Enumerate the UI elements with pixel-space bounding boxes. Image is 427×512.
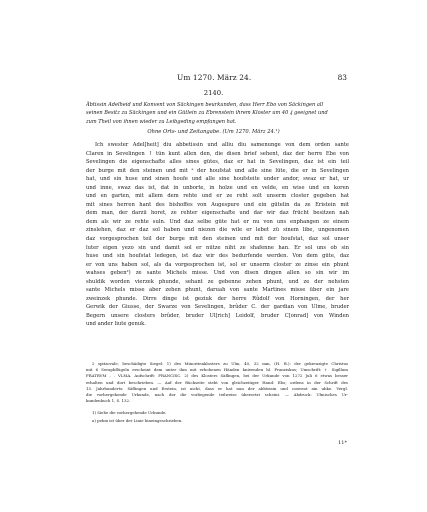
- text-line: Begern unsere closters brûder, bruder Ul[rich] Leidolf, bruder C[onrad] von Winden: [86, 312, 349, 319]
- page-number: 83: [337, 73, 347, 82]
- text-line: Gerwik der Giusse, der Swarze von Sevelingen, brûder C. der gardian von Ulme, bruder: [86, 304, 349, 311]
- regest-summary: [86, 101, 345, 126]
- apparatus-notes: [86, 361, 348, 404]
- text-line: zinslehen, daz er daz sol haben und niezen die wile er lebet zü sinem libe, ungenomen: [86, 227, 349, 234]
- text-line: wahses geben²) ze sante Michels misse. Und von disen dingen allen so sin wir im: [86, 270, 349, 277]
- footnote-1: 1) Siehe die vorhergehende Urkunde.: [92, 410, 167, 415]
- dating-line: Ohne Orts- und Zeitangabe. (Um 1270. März 24.¹): [147, 129, 280, 135]
- running-head: [177, 73, 347, 83]
- note-line: 15. Jahrhunderts: Säflingen und Erstein, ist nicht, dass er hat nun der abbtissin und convent ain ubke. Vergl.: [86, 385, 348, 391]
- text-line: zweinzek phunde. Dirre dinge ist geziuk der herre Rûdolf von Horningen, der her: [86, 295, 349, 302]
- regest-line: seinen Besitz zu Säckingen und ein Gütlein zu Ebrenstein ihrem Kloster um 40 ₰ geeignet und: [86, 110, 328, 117]
- text-line: und inne, swaz das ist, dat in unborte, in holze und en velde, en wise und en koren: [86, 184, 349, 191]
- footnote-a: a) pebm ist über der Linie hineingeschrieben.: [92, 418, 183, 423]
- text-line: luter eigen yezo sin und damit sol er nütze niht ze shafenne han. Er sol uns ob sin: [86, 244, 349, 251]
- note-line: FRATRVM . . VLMA. Aufschrift: FRANCISC. 2) des Klosters Säflingen, bei der Urkunde von 1272 Juli 6 etwas besser: [86, 373, 348, 379]
- text-line: und ander liute genuk.: [86, 321, 146, 328]
- text-line: daz vorgesprochen teil der burge mit den steinen und mit der houfstat, daz sol unser: [86, 236, 349, 243]
- text-line: und en garten, mit allem dem rehte und er ze reht solt unserm closter gegeben hat: [86, 193, 349, 200]
- regest-line: Äbtissin Adelheid und Konvent von Säckingen beurkunden, dass Herr Ebo von Säckingen all: [86, 102, 324, 108]
- text-line: er von uns haben sol, als da vorgesprochen ist, sol er unserm closter ze zinse ein phunt: [86, 261, 349, 268]
- note-line: erhalten und dort beschrieben. — Auf der Rückseite steht von gleichzeitiger Hand: Ebo; ordens in der Schrift des: [86, 379, 348, 385]
- document-number: 2140.: [203, 89, 224, 97]
- text-line: shuldik worden vierzek phunde, sehant ze gebenne zehen phunt, und ze der nehsten: [86, 278, 349, 285]
- text-line: huse und sin houfstat ledegen, ist daz wir des bedurfende werden. Von dem güte, daz: [86, 253, 349, 260]
- running-head-date: Um 1270. März 24.: [177, 73, 252, 82]
- text-line: Claren in Sevelingen ↑ tün kunt allen den, die disen brief sehent, daz der herre Ebe von: [86, 150, 349, 157]
- text-line: sante Michels misse aber zehen phunt, daruah von sante Martines misse über ein jare: [86, 287, 349, 294]
- text-line: der burge mit den steinen und mit ᵃ der houfstat und alle sine lüte, die er in Sevelingen: [86, 167, 349, 174]
- text-line: hat, und sin huse und sinen houfe und alle sine houfsteite under andor, swaz er hat, ur: [86, 176, 349, 183]
- note-line: kundenbuch 1, S. 132.: [86, 398, 131, 404]
- note-line: mit 6 Seraphflügeln erscheint dem unter ihm mit erhobenen Händen knieenden hl. Franziskus; Umschrift: † Sigillum: [86, 367, 348, 373]
- text-line: Ich swester Adel[heit] diu abbetissin und alliu diu samenunge von dem orden sante: [95, 142, 349, 148]
- text-line: Sevelingen die eigenschafte alles sines gütes, daz er hat in Sevelingen, daz ist ein teil: [86, 159, 349, 166]
- regest-line: zum Theil von ihnen wieder zu Leibgeding empfangen hat.: [86, 118, 237, 125]
- note-line: 2 spitzovale, beschädigte Siegel: 1) des Minoritenklosters zu Ulm, 40, 32 mm, (H. B.): der gekreuzigte Christus: [92, 361, 348, 366]
- note-line: die vorhergehende Urkunde, nach der die vorliegende teilweise übersetzt scheint. — Abdruck: Ulmisches Ur-: [86, 392, 348, 398]
- text-line: dem als wir ze rehte suln. Und daz selbe güte hat er nu von uns enphangen ze einem: [86, 218, 349, 225]
- sheet-signature: 11*: [338, 440, 347, 446]
- charter-text: [86, 141, 349, 329]
- text-line: mit sines herren hant des bishoffes von Augespure und ein gütelin da ze Eristein mit: [86, 201, 349, 208]
- text-line: dem man, der darzü horet, ze rehter eigenschafte und dar wir daz frücht besitzen nah: [86, 210, 349, 217]
